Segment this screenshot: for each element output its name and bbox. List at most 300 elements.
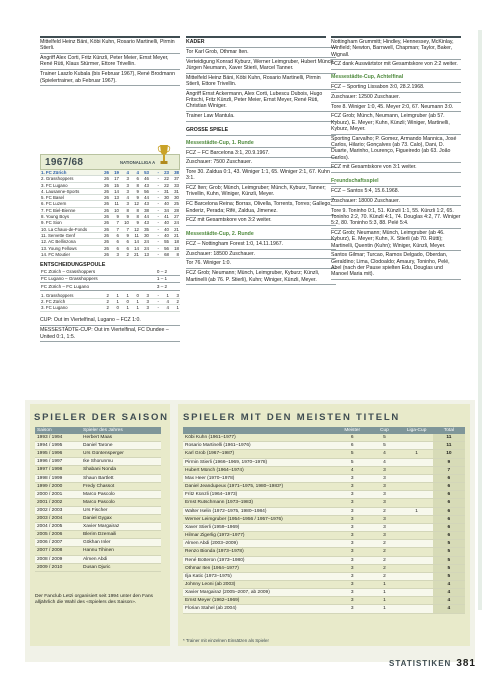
- table-cell: 26: [100, 207, 110, 213]
- table-cell: 40: [160, 232, 170, 238]
- table-cell: Ernst Rutschmann (1973–1983): [183, 499, 336, 507]
- grosse-spiele-title: GROSSE SPIELE: [186, 126, 336, 136]
- table-cell: 1998 / 1999: [35, 474, 81, 482]
- table-cell: Daniel Jeandupeux (1971–1975, 1980–1983*): [183, 483, 336, 491]
- table-cell: 21: [170, 232, 180, 238]
- table-cell: 4: [433, 589, 465, 597]
- table-cell: 30: [160, 195, 170, 201]
- table-cell: 5: [433, 564, 465, 572]
- table-cell: 6: [110, 245, 120, 251]
- table-row: [183, 515, 465, 523]
- table-cell: 0 – 2: [156, 268, 180, 275]
- table-cell: 44: [140, 195, 150, 201]
- table-cell: 6. FC Luzern: [40, 201, 100, 207]
- column-header: Spieler des Jahres: [81, 427, 161, 434]
- table-row: [183, 572, 465, 580]
- table-cell: 53: [140, 170, 150, 176]
- table-cell: 17: [110, 176, 120, 182]
- column-header: Meister: [336, 427, 368, 434]
- table-cell: -: [150, 195, 160, 201]
- table-cell: 3: [368, 474, 400, 482]
- table-cell: 8. Young Boys: [40, 214, 100, 220]
- table-row: [183, 450, 465, 458]
- table-cell: 4: [160, 299, 170, 305]
- table-cell: 9: [110, 214, 120, 220]
- table-cell: 6: [433, 507, 465, 515]
- table-cell: 5: [336, 458, 368, 466]
- table-cell: Urs Güntensperger: [81, 450, 161, 458]
- table-cell: 1: [130, 299, 140, 305]
- table-cell: Dusan Djuric: [81, 563, 161, 571]
- table-cell: Ilja Katic (1973–1975): [183, 572, 336, 580]
- table-cell: 10: [433, 450, 465, 458]
- table-row: [183, 580, 465, 588]
- table-cell: 1. Grasshoppers: [40, 293, 100, 299]
- table-row: [35, 563, 161, 571]
- table-cell: 26: [100, 245, 110, 251]
- table-cell: 8: [130, 214, 140, 220]
- table-cell: [401, 499, 433, 507]
- table-row: [183, 442, 465, 450]
- table-cell: 5: [433, 540, 465, 548]
- table-cell: 25: [170, 201, 180, 207]
- table-cell: 40: [160, 201, 170, 207]
- table-cell: 2: [368, 548, 400, 556]
- table-cell: 6: [433, 474, 465, 482]
- table-row: [183, 589, 465, 597]
- text-row: Santos Gilmar; Turcao, Ramos Delgado, Oberdan, Geraldino; Lima, Clodoaldo; Amaury, Toninho, Pelé, Abel (nach der Pause spielten Edu, Douglas und Manoel Maria mit).: [331, 251, 461, 280]
- text-row: Angriff Ernst Ackermann, Alex Corti, Lubescu Dubois, Hugo Fritschi, Fritz Künzli, Peter Meier, Ernst Meyer, René Rüti, Christian Winiger.: [186, 90, 336, 112]
- table-cell: 3: [368, 515, 400, 523]
- table-cell: 43: [140, 201, 150, 207]
- trophy-icon: [157, 143, 171, 169]
- cup-results: [40, 316, 180, 342]
- table-cell: 13: [110, 195, 120, 201]
- table-cell: Blerim Dzemaili: [81, 531, 161, 539]
- poule-games: [40, 268, 180, 291]
- table-cell: 8: [120, 207, 130, 213]
- table-cell: 18: [170, 239, 180, 245]
- table-cell: 6: [433, 499, 465, 507]
- table-cell: 1: [120, 293, 130, 299]
- table-cell: 4: [433, 597, 465, 605]
- text-row: FCZ Iten; Grob; Münch, Leimgruber; Münch, Kyburz, Tanner; Trivellin, Kuhn, Winiger, Künzli, Meyer.: [186, 184, 336, 200]
- table-cell: 33: [170, 182, 180, 188]
- table-cell: -: [150, 214, 160, 220]
- table-cell: 1: [368, 589, 400, 597]
- table-cell: 19: [110, 170, 120, 176]
- table-cell: 2: [368, 556, 400, 564]
- table-cell: 10: [120, 220, 130, 226]
- table-row: [183, 466, 465, 474]
- table-cell: 7. FC Biel-Bienne: [40, 207, 100, 213]
- table-cell: 6: [433, 523, 465, 531]
- table-cell: 30: [140, 232, 150, 238]
- table-row: [183, 458, 465, 466]
- match-title: Messestädte-Cup, Achtelfinal: [331, 73, 461, 83]
- table-cell: 9: [433, 458, 465, 466]
- text-row: Angriff Alex Corti, Fritz Künzli, Peter Meier, Ernst Meyer, René Rüti, Klaus Stürmer, Ettore Trivellin.: [40, 54, 180, 70]
- table-cell: Florian Stahel (ab 2004): [183, 605, 336, 613]
- table-cell: 22: [160, 182, 170, 188]
- table-cell: Rosario Martinelli (1961–1976): [183, 442, 336, 450]
- table-cell: 3: [336, 491, 368, 499]
- table-cell: 1: [110, 299, 120, 305]
- table-row: [35, 442, 161, 450]
- table-row: [40, 283, 180, 291]
- league-name: NATIONALLIGA A: [120, 160, 156, 165]
- table-cell: -: [150, 251, 160, 257]
- table-cell: Fredy Chassot: [81, 482, 161, 490]
- text-row: Tore 30. Zaldua 0:1, 43. Winiger 1:1, 65. Winiger 2:1, 67. Kuhn 3:1.: [186, 168, 336, 184]
- table-cell: 46: [140, 176, 150, 182]
- table-cell: 24: [140, 245, 150, 251]
- table-row: [183, 523, 465, 531]
- table-row: [183, 434, 465, 442]
- table-cell: 30: [170, 195, 180, 201]
- text-row: Verteidigung Konrad Kyburz, Werner Leimgruber, Hubert Münch, Jürgen Neumann, Xaver Stierli, Marcel Tanner.: [186, 58, 336, 74]
- table-row: [40, 275, 180, 283]
- spieler-der-saison-table: [35, 427, 161, 572]
- table-cell: 18: [170, 245, 180, 251]
- table-cell: 3: [336, 515, 368, 523]
- table-cell: Karl Grob (1967–1987): [183, 450, 336, 458]
- table-row: [35, 450, 161, 458]
- table-cell: -: [150, 305, 160, 311]
- panel-title: SPIELER MIT DEN MEISTEN TITELN: [183, 412, 401, 423]
- table-cell: 14: [130, 239, 140, 245]
- table-cell: Marco Pascolo: [81, 490, 161, 498]
- table-cell: Marco Pascolo: [81, 498, 161, 506]
- table-row: [183, 564, 465, 572]
- column-left: [40, 38, 180, 86]
- table-cell: [401, 572, 433, 580]
- table-row: [35, 547, 161, 555]
- table-cell: 3: [368, 491, 400, 499]
- table-cell: 1996 / 1997: [35, 458, 81, 466]
- table-cell: 1: [160, 293, 170, 299]
- table-cell: [401, 483, 433, 491]
- table-cell: Almen Abdi (2003–2009): [183, 540, 336, 548]
- column-header: [183, 427, 336, 434]
- table-cell: [401, 523, 433, 531]
- table-cell: 8: [170, 251, 180, 257]
- table-cell: 4: [433, 605, 465, 613]
- text-row: FCZ mit Gesamtskore von 3:2 weiter.: [186, 216, 336, 226]
- text-row: FCZ Grob; Neumann; Münch, Leimgruber, Kyburz; Künzli, Martinelli (ab 76. P. Stierli), Kuhn; Winiger, Künzli, Meyer.: [186, 269, 336, 285]
- table-row: [183, 556, 465, 564]
- table-cell: 3: [120, 182, 130, 188]
- table-cell: 5. FC Basel: [40, 195, 100, 201]
- table-cell: Köbi Kuhn (1961–1977): [183, 434, 336, 442]
- table-cell: 3: [336, 605, 368, 613]
- table-cell: 3. FC Lugano: [40, 182, 100, 188]
- table-cell: [401, 442, 433, 450]
- table-cell: 26: [100, 170, 110, 176]
- table-cell: 41: [160, 214, 170, 220]
- table-cell: 6: [110, 239, 120, 245]
- table-cell: 56: [160, 245, 170, 251]
- table-cell: 2. Grasshoppers: [40, 176, 100, 182]
- table-cell: -: [150, 188, 160, 194]
- titles-footnote: * Trainer mit einzelnen Einsätzen als Spieler: [183, 638, 269, 643]
- text-row: FCZ dank Auswärtstor mit Gesamtskore von 2:2 weiter.: [331, 60, 461, 70]
- table-cell: Daniel Tarone: [81, 442, 161, 450]
- poule-standings: [40, 293, 180, 312]
- table-cell: 2000 / 2001: [35, 490, 81, 498]
- table-cell: 14: [110, 188, 120, 194]
- table-cell: -: [150, 220, 160, 226]
- table-cell: 6: [336, 434, 368, 442]
- text-row: Zuschauer: 12500 Zuschauer.: [331, 93, 461, 103]
- table-cell: 44: [140, 214, 150, 220]
- table-cell: 0: [110, 305, 120, 311]
- table-row: [183, 483, 465, 491]
- table-cell: Fritz Künzli (1964–1973): [183, 491, 336, 499]
- table-row: [35, 515, 161, 523]
- table-cell: Urs Fischer: [81, 506, 161, 514]
- text-row: Tore 9. Toninho 0:1, 51. Künzli 1:1, 55. Künzli 1:2, 65. Toninho 2:2, 70. Künzli 4:1, 74. Douglas 4:2, 77. Winiger 5:2, 80. Toninho 5:3, 88. Pelé 5:4.: [331, 206, 461, 228]
- table-cell: 26: [100, 226, 110, 232]
- table-cell: 3: [120, 176, 130, 182]
- table-cell: 1: [368, 597, 400, 605]
- table-cell: Shaun Bartlett: [81, 474, 161, 482]
- table-cell: 7: [120, 226, 130, 232]
- text-row: FCZ mit Gesamtskore von 3:1 weiter.: [331, 163, 461, 173]
- table-cell: 2003 / 2004: [35, 515, 81, 523]
- column-header: Liga-Cup: [401, 427, 433, 434]
- table-cell: Othmar Iten (1964–1977): [183, 564, 336, 572]
- table-row: [35, 531, 161, 539]
- table-cell: 43: [140, 220, 150, 226]
- column-header: Saison: [35, 427, 81, 434]
- table-cell: 3: [336, 556, 368, 564]
- table-cell: 3: [368, 466, 400, 474]
- table-cell: -: [150, 239, 160, 245]
- table-cell: [401, 548, 433, 556]
- table-cell: 3: [336, 548, 368, 556]
- table-cell: 1: [401, 507, 433, 515]
- table-cell: 21: [170, 226, 180, 232]
- table-cell: 3: [336, 474, 368, 482]
- text-row: Tore 8. Winiger 1:0, 45. Meyer 2:0, 67. Neumann 3:0.: [331, 103, 461, 113]
- table-cell: -: [150, 170, 160, 176]
- table-cell: 12. AC Bellinzona: [40, 239, 100, 245]
- table-cell: 6: [120, 245, 130, 251]
- table-cell: Max Heer (1970–1978): [183, 474, 336, 482]
- table-cell: 3: [120, 188, 130, 194]
- match-title: Messestädte-Cup, 2. Runde: [186, 230, 336, 240]
- table-cell: Werner Leimgruber (1954–1956 / 1957–1976): [183, 515, 336, 523]
- table-row: [35, 490, 161, 498]
- table-cell: 40: [160, 226, 170, 232]
- table-cell: 0: [120, 299, 130, 305]
- table-row: [35, 474, 161, 482]
- column-right: [331, 38, 461, 280]
- table-cell: 3: [170, 293, 180, 299]
- table-cell: [401, 458, 433, 466]
- table-cell: 5: [433, 556, 465, 564]
- table-cell: 4: [160, 305, 170, 311]
- table-cell: 6: [433, 491, 465, 499]
- text-row: Sporting Carvalho; P. Gomez, Armando Mannica, José Carlos, Hilario; Gonçalves (ab 73. Calo), Dani, D. Duarte, Marinho, Lourenço, Figueiredo (ab 63. João Carlos).: [331, 135, 461, 164]
- titles-table: [183, 427, 465, 614]
- table-cell: 14. FC Moutier: [40, 251, 100, 257]
- table-cell: 55: [160, 239, 170, 245]
- table-row: [183, 540, 465, 548]
- table-cell: 7: [433, 466, 465, 474]
- table-row: [183, 548, 465, 556]
- table-cell: FC Lugano – Grasshoppers: [40, 275, 156, 283]
- table-cell: 13: [140, 251, 150, 257]
- table-cell: 9. FC Sion: [40, 220, 100, 226]
- table-cell: 38: [170, 170, 180, 176]
- text-row: FCZ – Sporting Lissabon 3:0, 28.2.1968.: [331, 83, 461, 93]
- table-cell: Hannu Tihinen: [81, 547, 161, 555]
- table-cell: 3: [336, 580, 368, 588]
- table-cell: 2007 / 2008: [35, 547, 81, 555]
- table-cell: 3: [336, 523, 368, 531]
- table-cell: 4: [336, 466, 368, 474]
- table-cell: Pirmin Stierli (1966–1969, 1970–1978): [183, 458, 336, 466]
- table-cell: 6: [433, 515, 465, 523]
- table-cell: 2: [170, 299, 180, 305]
- table-cell: 26: [100, 232, 110, 238]
- table-cell: 2008 / 2009: [35, 555, 81, 563]
- text-row: Trainer Laszlo Kubala (bis Februar 1967), René Brodmann (Spielertrainer, ab Februar 1967).: [40, 70, 180, 86]
- table-cell: 2: [368, 564, 400, 572]
- table-cell: 31: [160, 188, 170, 194]
- table-row: [35, 466, 161, 474]
- table-cell: Ernst Meyer (1962–1969): [183, 597, 336, 605]
- poule-title: ENTSCHEIDUNGSPOULE: [40, 262, 106, 269]
- table-cell: 27: [170, 214, 180, 220]
- table-cell: 35: [140, 226, 150, 232]
- table-cell: 1: [401, 450, 433, 458]
- table-row: [183, 474, 465, 482]
- page-footer: [389, 658, 476, 669]
- table-cell: 2. FC Zürich: [40, 299, 100, 305]
- text-row: FCZ Grob; Neumann; Münch, Leimgruber (ab 46. Kyburz), E. Meyer; Kuhn, X. Stierli (ab 70. Rütti); Martinelli, Quentin (Kuhn); Winiger, Künzli, Meyer.: [331, 229, 461, 251]
- table-cell: [401, 491, 433, 499]
- table-cell: [401, 434, 433, 442]
- table-row: [40, 268, 180, 275]
- table-cell: 1995 / 1996: [35, 450, 81, 458]
- table-cell: Xavier Margairaz: [81, 523, 161, 531]
- table-cell: 26: [100, 214, 110, 220]
- table-cell: Almen Abdi: [81, 555, 161, 563]
- table-row: [35, 482, 161, 490]
- table-cell: 26: [100, 176, 110, 182]
- table-cell: 26: [100, 188, 110, 194]
- table-cell: 1: [368, 605, 400, 613]
- table-cell: 5: [433, 548, 465, 556]
- table-cell: -: [150, 176, 160, 182]
- table-row: [35, 498, 161, 506]
- table-cell: 6: [433, 532, 465, 540]
- table-header: [183, 427, 465, 434]
- table-cell: 9: [130, 195, 140, 201]
- text-row: Trainer Law Mantula.: [186, 112, 336, 122]
- table-cell: 31: [170, 188, 180, 194]
- table-cell: 26: [100, 201, 110, 207]
- table-cell: 1993 / 1994: [35, 434, 81, 442]
- text-row: Tor Karl Grob, Othmar Iten.: [186, 48, 336, 58]
- match-title: Messestädte-Cup, 1. Runde: [186, 139, 336, 149]
- table-row: [183, 597, 465, 605]
- table-cell: [401, 556, 433, 564]
- table-cell: 1: [130, 305, 140, 311]
- table-cell: 13. Young Fellows: [40, 245, 100, 251]
- league-table-1967-68: [40, 154, 180, 342]
- table-cell: 38: [140, 207, 150, 213]
- table-cell: Herbert Maas: [81, 434, 161, 442]
- table-row: [35, 506, 161, 514]
- table-cell: FC Zürich – Grasshoppers: [40, 268, 156, 275]
- panel-title: SPIELER DER SAISON: [34, 412, 169, 423]
- table-cell: 26: [100, 251, 110, 257]
- text-row: FCZ – FC Barcelona 3:1, 20.9.1967.: [186, 148, 336, 158]
- table-cell: 3: [368, 532, 400, 540]
- table-cell: 7: [110, 220, 120, 226]
- table-cell: 3: [140, 293, 150, 299]
- table-cell: 4: [368, 458, 400, 466]
- table-cell: 23: [160, 170, 170, 176]
- table-row: [183, 507, 465, 515]
- table-cell: 3: [336, 564, 368, 572]
- text-row: Mittelfeld Heinz Bäni, Köbi Kuhn, Rosario Martinelli, Pirmin Stierli.: [40, 38, 180, 54]
- table-cell: 11: [433, 442, 465, 450]
- table-cell: 1999 / 2000: [35, 482, 81, 490]
- table-cell: Gökhan Inler: [81, 539, 161, 547]
- text-row: MESSESTÄDTE-CUP: Out im Viertelfinal, FC Dundee – United 0:1, 1:5.: [40, 326, 180, 342]
- table-cell: [401, 474, 433, 482]
- page-edge-bar: [478, 30, 482, 610]
- table-row: [183, 499, 465, 507]
- table-cell: 26: [100, 195, 110, 201]
- table-cell: 43: [140, 182, 150, 188]
- table-cell: 11. Servette Genf: [40, 232, 100, 238]
- table-cell: 1994 / 1995: [35, 442, 81, 450]
- table-cell: 28: [170, 207, 180, 213]
- spieler-note: Der Fanclub Letzi organisiert seit 1994 unter den Fans alljährlich die Wahl des «Spielers des Saison».: [35, 594, 153, 606]
- table-row: [40, 305, 180, 311]
- table-cell: 2006 / 2007: [35, 539, 81, 547]
- table-cell: Ike Shorunmu: [81, 458, 161, 466]
- table-cell: 6: [336, 442, 368, 450]
- table-cell: 6: [130, 176, 140, 182]
- column-middle: [186, 38, 336, 285]
- table-cell: [401, 589, 433, 597]
- table-cell: 6: [110, 232, 120, 238]
- table-cell: [401, 605, 433, 613]
- table-cell: 3: [140, 305, 150, 311]
- table-cell: [401, 597, 433, 605]
- table-cell: [401, 564, 433, 572]
- table-cell: 26: [100, 182, 110, 188]
- table-cell: 22: [160, 176, 170, 182]
- table-cell: [401, 515, 433, 523]
- table-cell: 11: [110, 201, 120, 207]
- table-cell: -: [150, 201, 160, 207]
- table-cell: 5: [433, 572, 465, 580]
- table-cell: 6: [433, 483, 465, 491]
- table-cell: -: [150, 182, 160, 188]
- table-cell: -: [150, 293, 160, 299]
- table-cell: 56: [140, 188, 150, 194]
- table-cell: 2: [368, 507, 400, 515]
- table-cell: 3: [110, 251, 120, 257]
